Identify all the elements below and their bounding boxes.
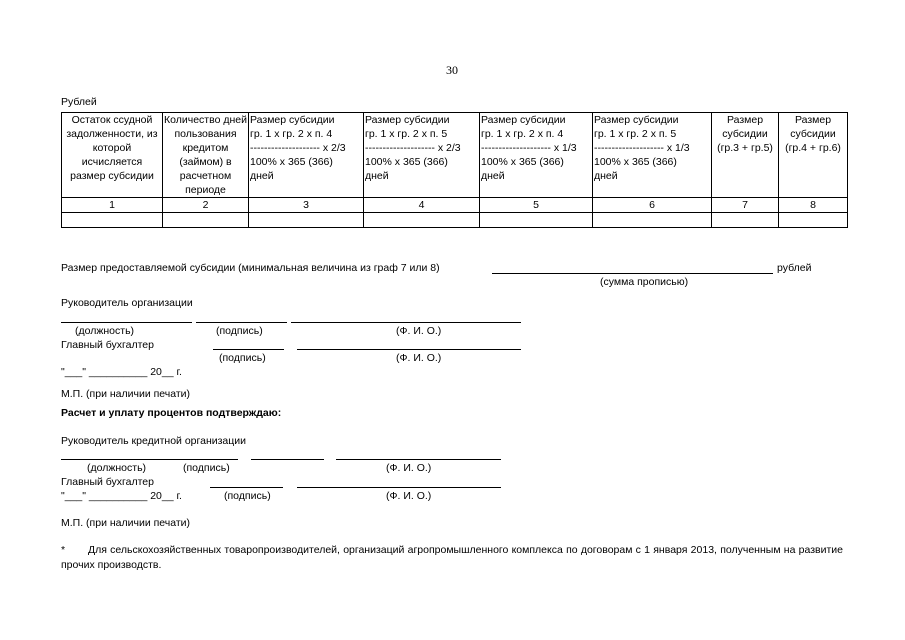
bank-date-line[interactable]: "___" __________ 20__ г. [61, 490, 182, 502]
subsidy-amount-caption: (сумма прописью) [600, 276, 689, 288]
bank-accountant-signature-caption: (подпись) [224, 490, 271, 502]
org-name-field[interactable] [291, 322, 521, 323]
data-cell[interactable] [480, 213, 593, 228]
org-signature-field[interactable] [196, 322, 287, 323]
subsidy-amount-suffix: рублей [777, 262, 812, 274]
org-position-field[interactable] [61, 322, 192, 323]
header-cell-5: Размер субсидии гр. 1 x гр. 2 x п. 4 -------------------- x 1/3 100% x 365 (366) дней [480, 113, 593, 198]
units-label: Рублей [61, 96, 97, 108]
header-cell-6: Размер субсидии гр. 1 x гр. 2 x п. 5 -------------------- x 1/3 100% x 365 (366) дней [593, 113, 712, 198]
org-accountant-title: Главный бухгалтер [61, 339, 154, 351]
column-number: 4 [364, 198, 480, 213]
column-number: 1 [62, 198, 163, 213]
org-stamp: М.П. (при наличии печати) [61, 388, 191, 400]
header-cell-1: Остаток ссудной задолженности, из которой исчисляется размер субсидии [62, 113, 163, 198]
empty-data-row [62, 213, 848, 228]
bank-position-caption: (должность) [87, 462, 147, 474]
bank-signature-caption: (подпись) [183, 462, 230, 474]
org-head-title: Руководитель организации [61, 297, 193, 309]
confirm-heading: Расчет и уплату процентов подтверждаю: [61, 407, 282, 419]
header-cell-7: Размер субсидии (гр.3 + гр.5) [712, 113, 779, 198]
footnote [61, 543, 843, 573]
footnote-text: Для сельскохозяйственных товаропроизводителей, организаций агропромышленного комплекса по договорам с 1 января 2013, полученным на развитие прочих производств. [61, 544, 843, 571]
data-cell[interactable] [249, 213, 364, 228]
footnote-marker: * [61, 544, 66, 556]
bank-accountant-name-field[interactable] [297, 487, 501, 488]
org-signature-caption: (подпись) [216, 325, 263, 337]
data-cell[interactable] [364, 213, 480, 228]
bank-position-field[interactable] [61, 459, 238, 460]
org-accountant-signature-caption: (подпись) [219, 352, 266, 364]
column-number: 3 [249, 198, 364, 213]
org-date-line[interactable]: "___" __________ 20__ г. [61, 366, 182, 378]
data-cell[interactable] [712, 213, 779, 228]
column-number: 7 [712, 198, 779, 213]
bank-accountant-signature-field[interactable] [210, 487, 283, 488]
column-number: 6 [593, 198, 712, 213]
column-number-row [62, 198, 848, 213]
bank-head-title: Руководитель кредитной организации [61, 435, 247, 447]
org-accountant-name-caption: (Ф. И. О.) [396, 352, 442, 364]
column-number: 5 [480, 198, 593, 213]
page-number: 30 [446, 63, 458, 77]
bank-accountant-title: Главный бухгалтер [61, 476, 154, 488]
subsidy-table [61, 112, 848, 228]
data-cell[interactable] [62, 213, 163, 228]
bank-signature-field[interactable] [251, 459, 324, 460]
data-cell[interactable] [779, 213, 848, 228]
column-number: 2 [163, 198, 249, 213]
header-cell-3: Размер субсидии гр. 1 x гр. 2 x п. 4 -------------------- x 2/3 100% x 365 (366) дней [249, 113, 364, 198]
data-cell[interactable] [163, 213, 249, 228]
data-cell[interactable] [593, 213, 712, 228]
subsidy-amount-field[interactable] [492, 273, 773, 274]
bank-stamp: М.П. (при наличии печати) [61, 517, 191, 529]
bank-name-field[interactable] [336, 459, 501, 460]
header-cell-8: Размер субсидии (гр.4 + гр.6) [779, 113, 848, 198]
org-accountant-signature-field[interactable] [213, 349, 284, 350]
bank-name-caption: (Ф. И. О.) [386, 462, 432, 474]
bank-accountant-name-caption: (Ф. И. О.) [386, 490, 432, 502]
header-row [62, 113, 848, 198]
org-name-caption: (Ф. И. О.) [396, 325, 442, 337]
column-number: 8 [779, 198, 848, 213]
header-cell-2: Количество дней пользования кредитом (займом) в расчетном периоде [164, 114, 247, 196]
org-position-caption: (должность) [75, 325, 135, 337]
header-cell-4: Размер субсидии гр. 1 x гр. 2 x п. 5 -------------------- x 2/3 100% x 365 (366) дней [364, 113, 480, 198]
subsidy-amount-label: Размер предоставляемой субсидии (минимальная величина из граф 7 или 8) [61, 262, 440, 274]
org-accountant-name-field[interactable] [297, 349, 521, 350]
